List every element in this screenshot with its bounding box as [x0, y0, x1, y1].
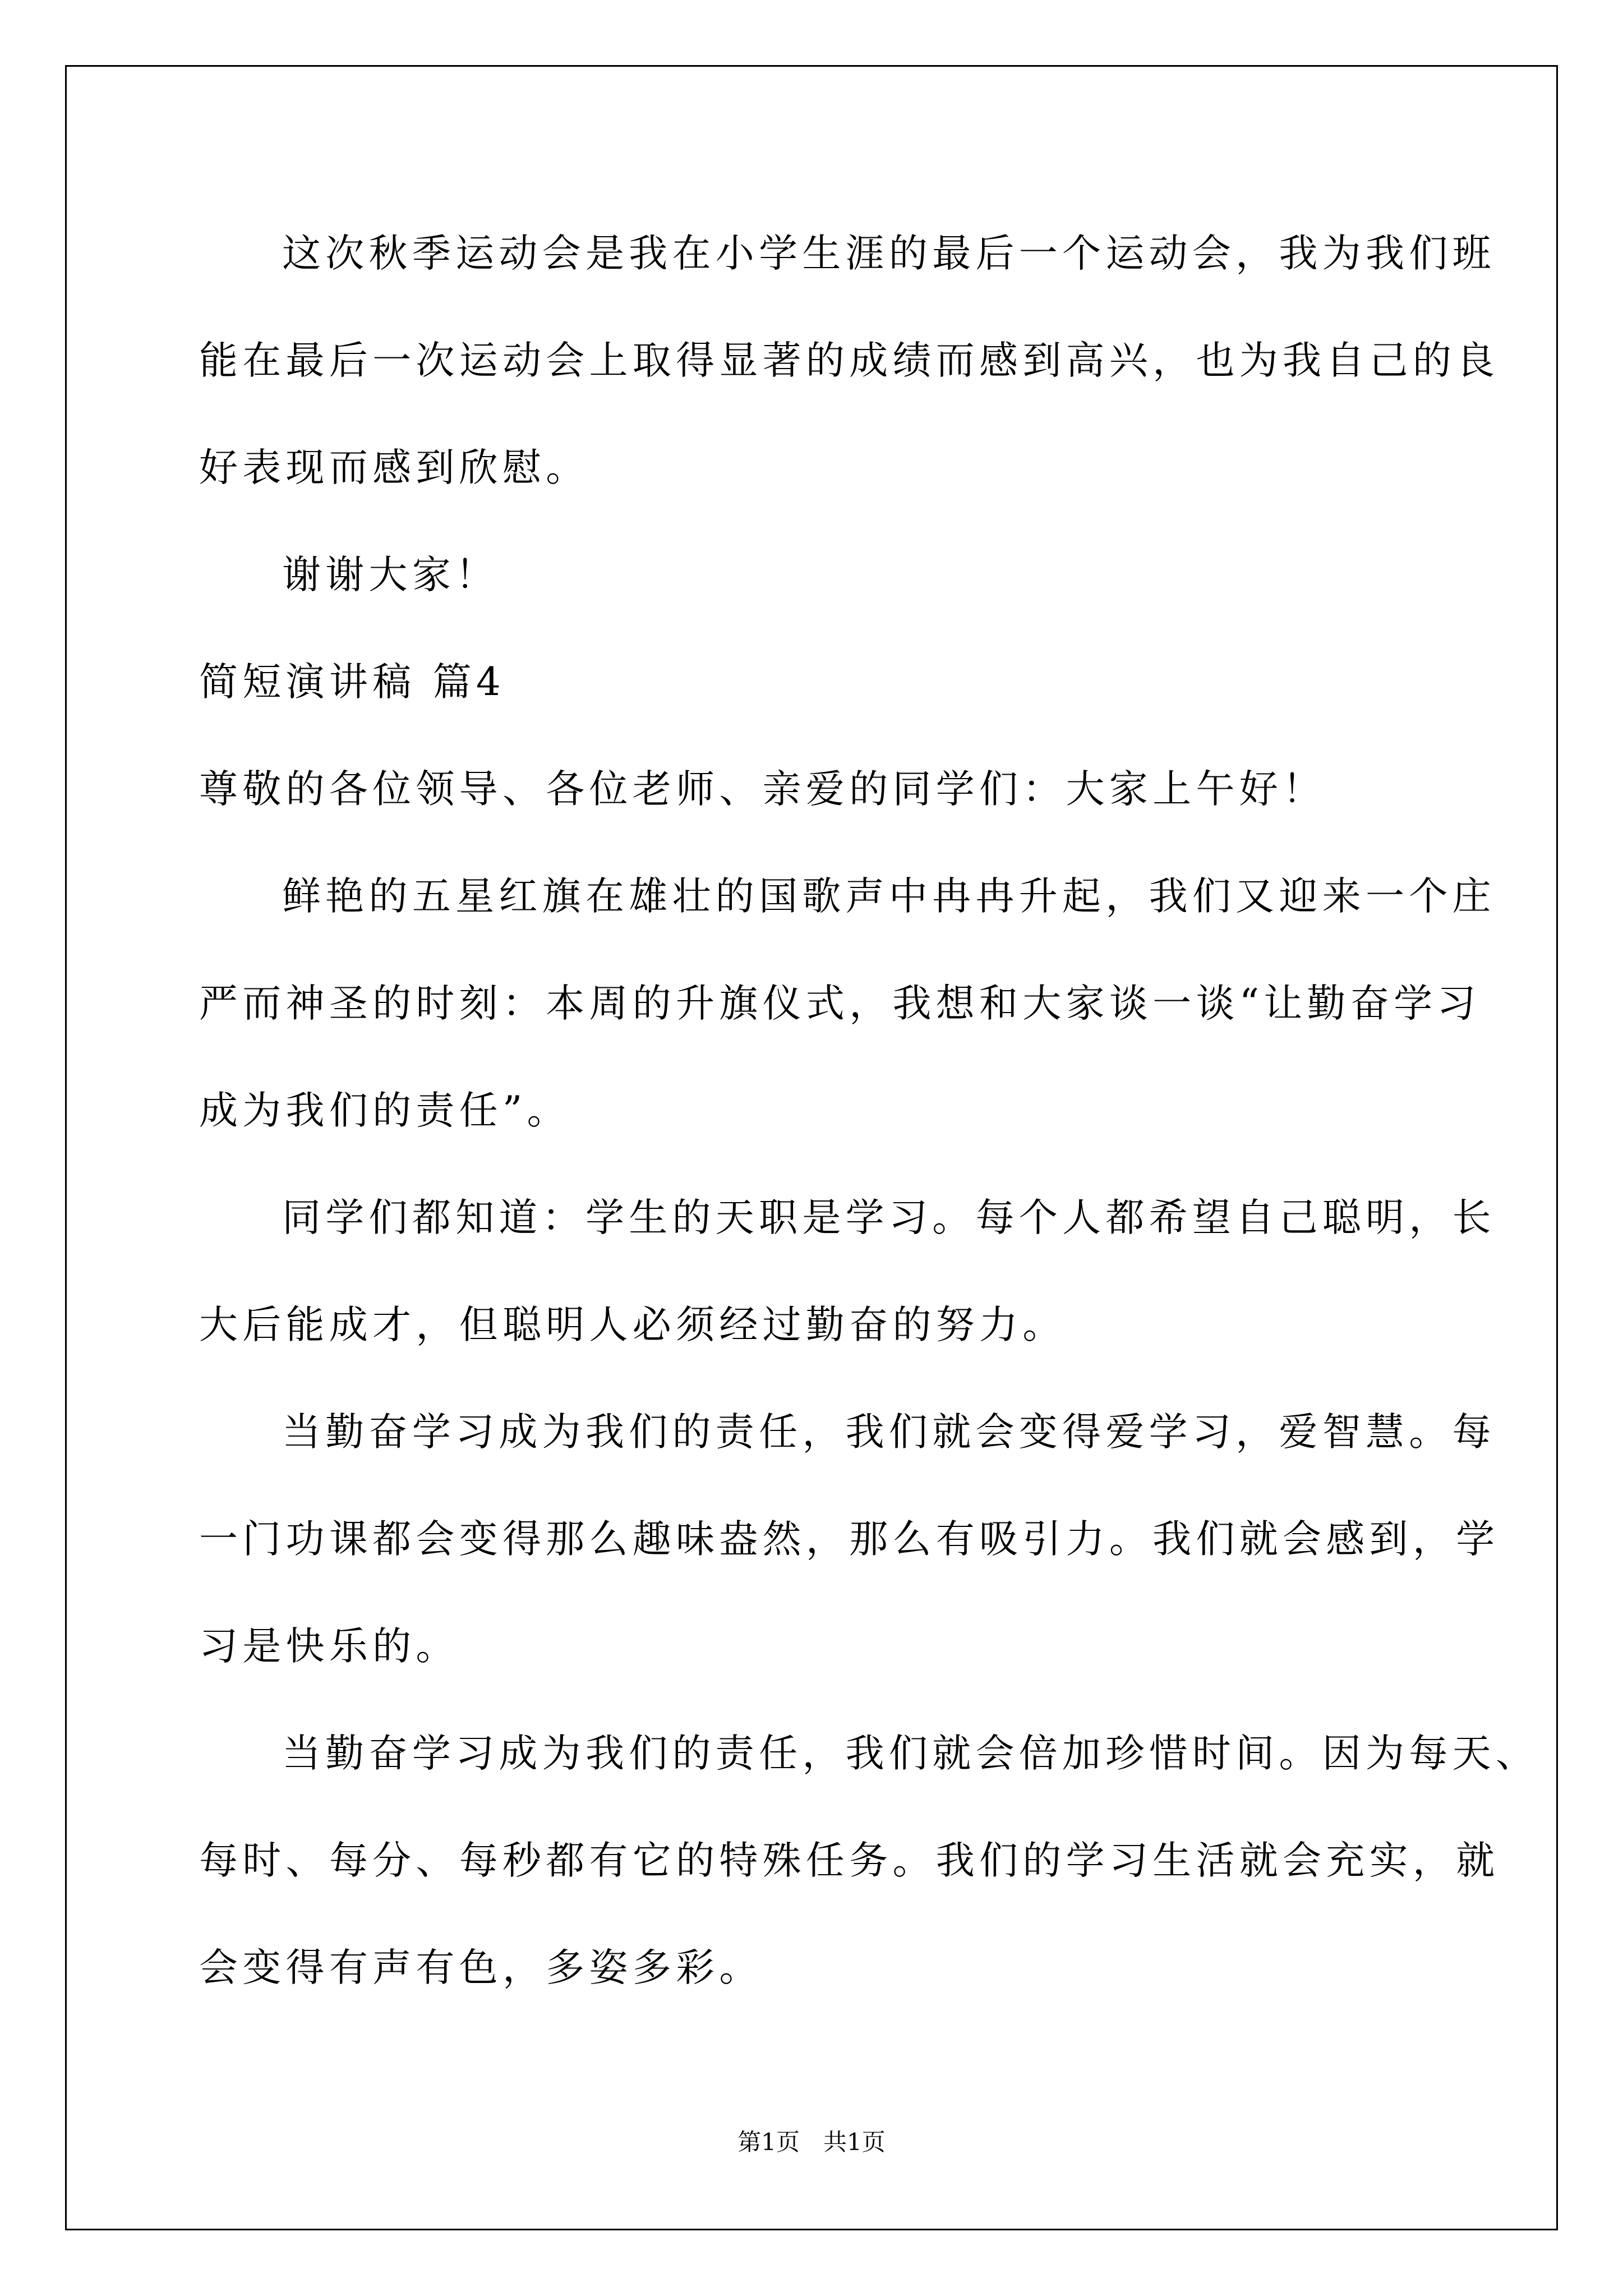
- paragraph-7-line-3: 习是快乐的。: [199, 1624, 459, 1669]
- section-heading: 简短演讲稿 篇4: [199, 660, 506, 705]
- paragraph-6-line-1: 同学们都知道：学生的天职是学习。每个人都希望自己聪明，长: [282, 1195, 1496, 1240]
- paragraph-8-line-1: 当勤奋学习成为我们的责任，我们就会倍加珍惜时间。因为每天、: [282, 1731, 1539, 1776]
- page-number-footer: 第1页 共1页: [737, 2128, 886, 2156]
- salutation-line: 尊敬的各位领导、各位老师、亲爱的同学们：大家上午好！: [199, 767, 1326, 812]
- paragraph-1-line-1: 这次秋季运动会是我在小学生涯的最后一个运动会，我为我们班: [282, 231, 1496, 276]
- paragraph-5-line-1: 鲜艳的五星红旗在雄壮的国歌声中冉冉升起，我们又迎来一个庄: [282, 874, 1496, 919]
- paragraph-5-line-2: 严而神圣的时刻：本周的升旗仪式，我想和大家谈一谈“让勤奋学习: [199, 981, 1481, 1026]
- paragraph-1-line-3: 好表现而感到欣慰。: [199, 445, 589, 490]
- paragraph-8-line-3: 会变得有声有色，多姿多彩。: [199, 1945, 763, 1990]
- thanks-line: 谢谢大家！: [282, 553, 499, 597]
- paragraph-8-line-2: 每时、每分、每秒都有它的特殊任务。我们的学习生活就会充实，就: [199, 1838, 1500, 1883]
- paragraph-7-line-1: 当勤奋学习成为我们的责任，我们就会变得爱学习，爱智慧。每: [282, 1410, 1496, 1455]
- paragraph-7-line-2: 一门功课都会变得那么趣味盎然，那么有吸引力。我们就会感到，学: [199, 1517, 1500, 1562]
- paragraph-1-line-2: 能在最后一次运动会上取得显著的成绩而感到高兴，也为我自己的良: [199, 338, 1500, 383]
- page-border: [65, 65, 1558, 2230]
- paragraph-5-line-3: 成为我们的责任”。: [199, 1088, 570, 1133]
- paragraph-6-line-2: 大后能成才，但聪明人必须经过勤奋的努力。: [199, 1303, 1066, 1347]
